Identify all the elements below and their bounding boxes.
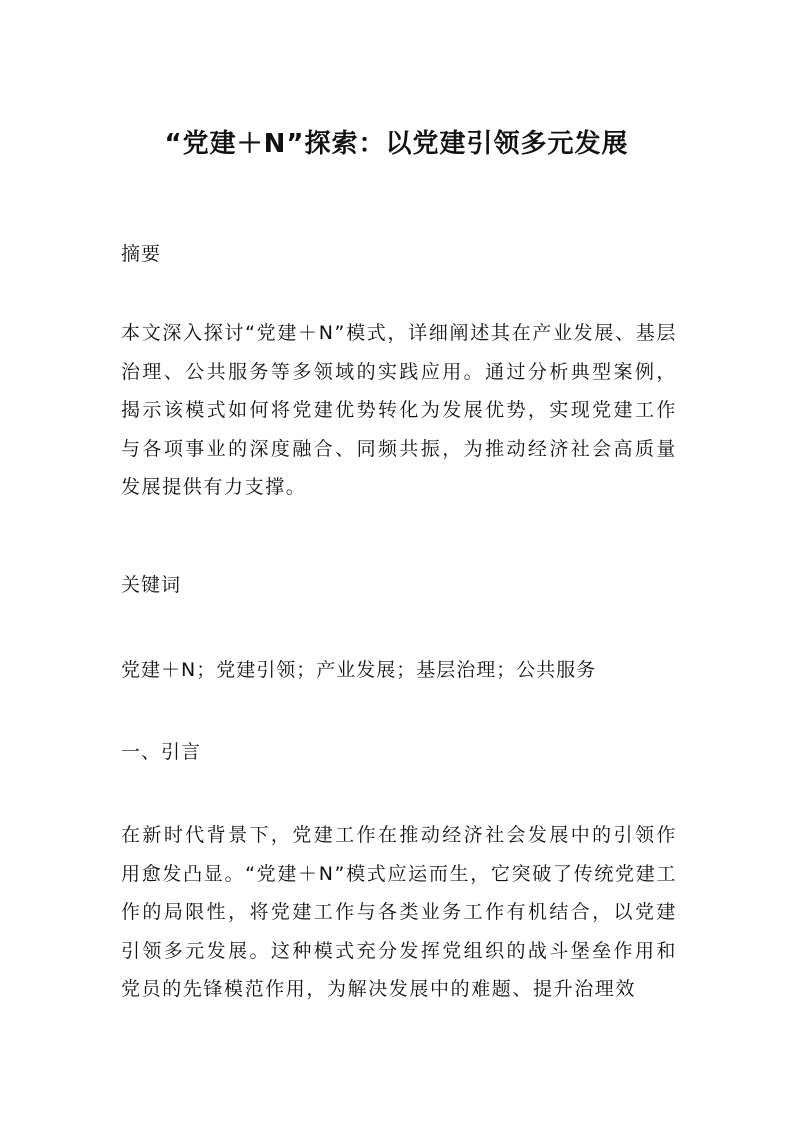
abstract-paragraph: 本文深入探讨“党建＋N”模式，详细阐述其在产业发展、基层治理、公共服务等多领域的实践应用。通过分析典型案例，揭示该模式如何将党建优势转化为发展优势，实现党建工作与各项事业的深度融合、同频共振，为推动经济社会高质量发展提供有力支撑。 [121, 322, 677, 498]
section-1-heading: 一、引言 [121, 741, 202, 763]
keywords-heading: 关键词 [121, 574, 182, 596]
section-1-paragraph: 在新时代背景下，党建工作在推动经济社会发展中的引领作用愈发凸显。“党建＋N”模式应运而生，它突破了传统党建工作的局限性，将党建工作与各类业务工作有机结合，以党建引领多元发展。这种模式充分发挥党组织的战斗堡垒作用和党员的先锋模范作用，为解决发展中的难题、提升治理效 [121, 824, 677, 1000]
abstract-heading: 摘要 [121, 243, 162, 265]
document-title: “党建＋N”探索：以党建引领多元发展 [164, 129, 629, 159]
keywords-paragraph: 党建＋N；党建引领；产业发展；基层治理；公共服务 [121, 659, 597, 681]
